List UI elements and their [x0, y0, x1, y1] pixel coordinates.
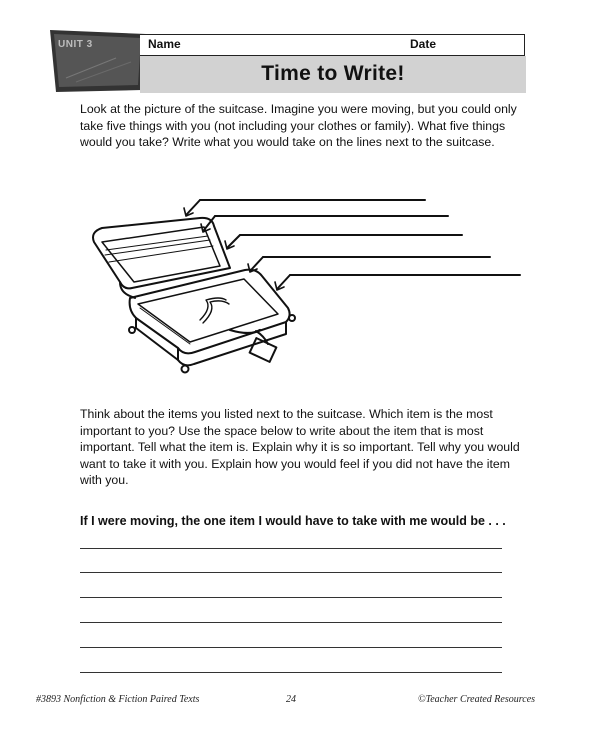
answer-line-2 — [201, 216, 448, 232]
writing-line[interactable] — [80, 548, 502, 549]
page-number: 24 — [286, 694, 296, 705]
instructions-paragraph-1: Look at the picture of the suitcase. Imagine you were moving, but you could only take five things with you (not including your clothes or family). What five things would you take? Write what you would take on the lines next to the suitcase. — [80, 102, 517, 149]
date-label: Date — [410, 37, 437, 51]
writing-line[interactable] — [80, 572, 502, 573]
answer-line-5 — [275, 275, 520, 290]
writing-line[interactable] — [80, 647, 502, 648]
writing-line[interactable] — [80, 622, 502, 623]
unit-badge-shape — [46, 28, 150, 94]
suitcase-illustration — [80, 180, 525, 380]
writing-line[interactable] — [80, 672, 502, 673]
writing-prompt: If I were moving, the one item I would have to take with me would be . . . — [80, 514, 506, 528]
name-label: Name — [148, 37, 181, 51]
answer-line-1 — [184, 200, 425, 216]
answer-line-4 — [248, 257, 490, 272]
unit-badge — [46, 28, 150, 94]
title-bar — [140, 56, 526, 93]
unit-label: UNIT 3 — [58, 39, 93, 50]
footer-right: ©Teacher Created Resources — [418, 694, 536, 705]
writing-line[interactable] — [80, 597, 502, 598]
footer-left: #3893 Nonfiction & Fiction Paired Texts — [36, 694, 200, 705]
instructions-paragraph-2: Think about the items you listed next to the suitcase. Which item is the most important to you? Use the space below to write about the item that is most important. Tell what the item is. Explain why it is so important. Tell why you would want to take it with you. Explain how you would feel if you did not have the item with you. — [80, 407, 520, 487]
page-title: Time to Write! — [261, 62, 405, 85]
name-date-bar — [140, 34, 525, 56]
answer-line-3 — [225, 235, 462, 249]
